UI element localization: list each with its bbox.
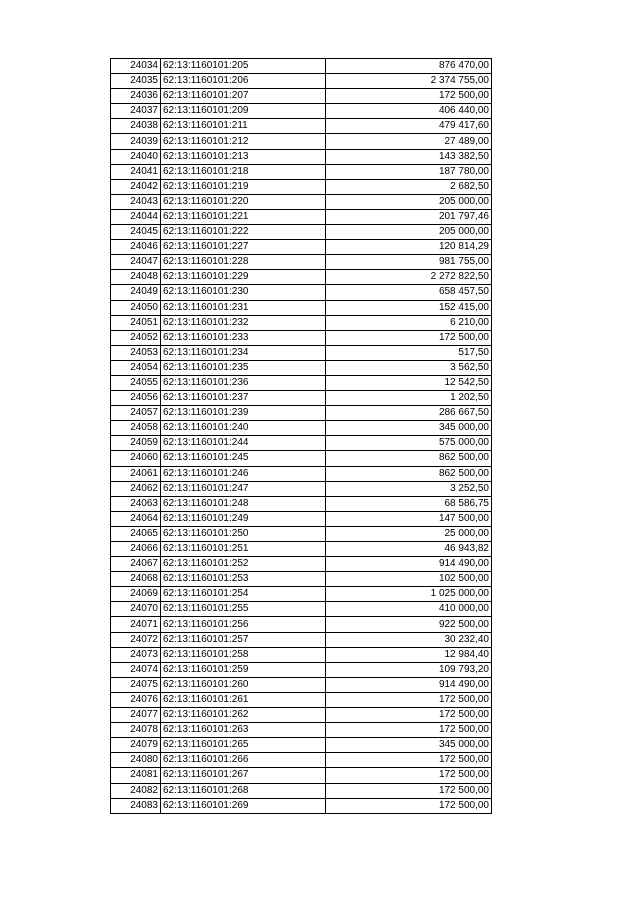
table-row [111,391,492,406]
cadastral-number-cell: 62:13:1160101:240 [161,421,326,436]
table-row [111,315,492,330]
amount-cell: 876 470,00 [326,59,492,74]
table-row [111,602,492,617]
table-row [111,179,492,194]
amount-cell: 205 000,00 [326,225,492,240]
cadastral-number-cell: 62:13:1160101:229 [161,270,326,285]
table-row [111,270,492,285]
table-row [111,59,492,74]
amount-cell: 2 682,50 [326,179,492,194]
row-number-cell: 24034 [111,59,161,74]
row-number-cell: 24077 [111,708,161,723]
row-number-cell: 24046 [111,240,161,255]
amount-cell: 575 000,00 [326,436,492,451]
cadastral-number-cell: 62:13:1160101:221 [161,209,326,224]
amount-cell: 172 500,00 [326,723,492,738]
table-row [111,225,492,240]
cadastral-number-cell: 62:13:1160101:263 [161,723,326,738]
cadastral-number-cell: 62:13:1160101:257 [161,632,326,647]
amount-cell: 286 667,50 [326,406,492,421]
table-row [111,617,492,632]
row-number-cell: 24051 [111,315,161,330]
row-number-cell: 24058 [111,421,161,436]
row-number-cell: 24066 [111,542,161,557]
cadastral-number-cell: 62:13:1160101:249 [161,511,326,526]
table-row [111,149,492,164]
row-number-cell: 24035 [111,74,161,89]
table-row [111,134,492,149]
row-number-cell: 24083 [111,798,161,813]
row-number-cell: 24054 [111,360,161,375]
row-number-cell: 24080 [111,753,161,768]
cadastral-number-cell: 62:13:1160101:245 [161,451,326,466]
cadastral-number-cell: 62:13:1160101:255 [161,602,326,617]
cadastral-number-cell: 62:13:1160101:248 [161,496,326,511]
row-number-cell: 24043 [111,194,161,209]
row-number-cell: 24049 [111,285,161,300]
table-row [111,708,492,723]
amount-cell: 914 490,00 [326,557,492,572]
table-row [111,511,492,526]
row-number-cell: 24079 [111,738,161,753]
amount-cell: 109 793,20 [326,662,492,677]
cadastral-number-cell: 62:13:1160101:230 [161,285,326,300]
cadastral-number-cell: 62:13:1160101:236 [161,375,326,390]
table-row [111,768,492,783]
row-number-cell: 24078 [111,723,161,738]
amount-cell: 147 500,00 [326,511,492,526]
table-row [111,662,492,677]
row-number-cell: 24059 [111,436,161,451]
amount-cell: 46 943,82 [326,542,492,557]
table-row [111,587,492,602]
cadastral-number-cell: 62:13:1160101:269 [161,798,326,813]
cadastral-number-cell: 62:13:1160101:209 [161,104,326,119]
row-number-cell: 24048 [111,270,161,285]
table-row [111,542,492,557]
table-row [111,375,492,390]
cadastral-number-cell: 62:13:1160101:211 [161,119,326,134]
amount-cell: 172 500,00 [326,753,492,768]
row-number-cell: 24036 [111,89,161,104]
row-number-cell: 24055 [111,375,161,390]
cadastral-number-cell: 62:13:1160101:256 [161,617,326,632]
cadastral-number-cell: 62:13:1160101:247 [161,481,326,496]
row-number-cell: 24074 [111,662,161,677]
row-number-cell: 24039 [111,134,161,149]
table-row [111,330,492,345]
cadastral-number-cell: 62:13:1160101:222 [161,225,326,240]
table-row [111,466,492,481]
table-row [111,526,492,541]
table-row [111,692,492,707]
cadastral-number-cell: 62:13:1160101:227 [161,240,326,255]
amount-cell: 30 232,40 [326,632,492,647]
amount-cell: 406 440,00 [326,104,492,119]
amount-cell: 205 000,00 [326,194,492,209]
amount-cell: 172 500,00 [326,708,492,723]
row-number-cell: 24053 [111,345,161,360]
row-number-cell: 24040 [111,149,161,164]
cadastral-number-cell: 62:13:1160101:252 [161,557,326,572]
table-row [111,557,492,572]
amount-cell: 1 202,50 [326,391,492,406]
amount-cell: 2 374 755,00 [326,74,492,89]
cadastral-number-cell: 62:13:1160101:261 [161,692,326,707]
amount-cell: 187 780,00 [326,164,492,179]
amount-cell: 172 500,00 [326,692,492,707]
table-row [111,647,492,662]
cadastral-number-cell: 62:13:1160101:220 [161,194,326,209]
cadastral-number-cell: 62:13:1160101:266 [161,753,326,768]
row-number-cell: 24057 [111,406,161,421]
table-row [111,632,492,647]
amount-cell: 3 562,50 [326,360,492,375]
cadastral-number-cell: 62:13:1160101:254 [161,587,326,602]
table-row [111,753,492,768]
table-row [111,481,492,496]
table-row [111,421,492,436]
cadastral-number-cell: 62:13:1160101:234 [161,345,326,360]
table-row [111,255,492,270]
amount-cell: 27 489,00 [326,134,492,149]
cadastral-number-cell: 62:13:1160101:205 [161,59,326,74]
cadastral-number-cell: 62:13:1160101:228 [161,255,326,270]
cadastral-number-cell: 62:13:1160101:235 [161,360,326,375]
table-row [111,572,492,587]
amount-cell: 3 252,50 [326,481,492,496]
cadastral-number-cell: 62:13:1160101:258 [161,647,326,662]
cadastral-number-cell: 62:13:1160101:239 [161,406,326,421]
table-row [111,677,492,692]
amount-cell: 143 382,50 [326,149,492,164]
cadastral-number-cell: 62:13:1160101:250 [161,526,326,541]
row-number-cell: 24060 [111,451,161,466]
cadastral-number-cell: 62:13:1160101:253 [161,572,326,587]
amount-cell: 410 000,00 [326,602,492,617]
amount-cell: 172 500,00 [326,330,492,345]
table-row [111,783,492,798]
amount-cell: 922 500,00 [326,617,492,632]
table-row [111,723,492,738]
table-row [111,738,492,753]
cadastral-number-cell: 62:13:1160101:268 [161,783,326,798]
row-number-cell: 24052 [111,330,161,345]
cadastral-number-cell: 62:13:1160101:244 [161,436,326,451]
row-number-cell: 24073 [111,647,161,662]
row-number-cell: 24062 [111,481,161,496]
cadastral-number-cell: 62:13:1160101:246 [161,466,326,481]
row-number-cell: 24050 [111,300,161,315]
table-row [111,74,492,89]
row-number-cell: 24081 [111,768,161,783]
amount-cell: 345 000,00 [326,421,492,436]
table-row [111,240,492,255]
row-number-cell: 24070 [111,602,161,617]
amount-cell: 68 586,75 [326,496,492,511]
table-row [111,164,492,179]
table-row [111,406,492,421]
row-number-cell: 24064 [111,511,161,526]
row-number-cell: 24069 [111,587,161,602]
table-row [111,300,492,315]
table-row [111,104,492,119]
amount-cell: 1 025 000,00 [326,587,492,602]
amount-cell: 2 272 822,50 [326,270,492,285]
cadastral-number-cell: 62:13:1160101:237 [161,391,326,406]
row-number-cell: 24076 [111,692,161,707]
row-number-cell: 24068 [111,572,161,587]
cadastral-number-cell: 62:13:1160101:233 [161,330,326,345]
amount-cell: 981 755,00 [326,255,492,270]
amount-cell: 517,50 [326,345,492,360]
cadastral-number-cell: 62:13:1160101:219 [161,179,326,194]
amount-cell: 658 457,50 [326,285,492,300]
amount-cell: 120 814,29 [326,240,492,255]
amount-cell: 479 417,60 [326,119,492,134]
row-number-cell: 24067 [111,557,161,572]
cadastral-number-cell: 62:13:1160101:265 [161,738,326,753]
cadastral-number-cell: 62:13:1160101:231 [161,300,326,315]
cadastral-number-cell: 62:13:1160101:207 [161,89,326,104]
amount-cell: 201 797,46 [326,209,492,224]
row-number-cell: 24037 [111,104,161,119]
table-row [111,345,492,360]
table-row [111,209,492,224]
amount-cell: 12 984,40 [326,647,492,662]
amount-cell: 862 500,00 [326,466,492,481]
amount-cell: 862 500,00 [326,451,492,466]
table-row [111,798,492,813]
amount-cell: 172 500,00 [326,798,492,813]
row-number-cell: 24045 [111,225,161,240]
row-number-cell: 24072 [111,632,161,647]
cadastral-number-cell: 62:13:1160101:260 [161,677,326,692]
cadastral-number-cell: 62:13:1160101:213 [161,149,326,164]
amount-cell: 345 000,00 [326,738,492,753]
cadastral-number-cell: 62:13:1160101:251 [161,542,326,557]
amount-cell: 6 210,00 [326,315,492,330]
row-number-cell: 24082 [111,783,161,798]
table-row [111,451,492,466]
amount-cell: 25 000,00 [326,526,492,541]
row-number-cell: 24061 [111,466,161,481]
row-number-cell: 24071 [111,617,161,632]
table-row [111,89,492,104]
cadastral-number-cell: 62:13:1160101:259 [161,662,326,677]
amount-cell: 152 415,00 [326,300,492,315]
row-number-cell: 24065 [111,526,161,541]
cadastral-number-cell: 62:13:1160101:206 [161,74,326,89]
amount-cell: 172 500,00 [326,768,492,783]
cadastral-table [110,58,492,814]
amount-cell: 914 490,00 [326,677,492,692]
cadastral-number-cell: 62:13:1160101:267 [161,768,326,783]
row-number-cell: 24038 [111,119,161,134]
amount-cell: 12 542,50 [326,375,492,390]
cadastral-number-cell: 62:13:1160101:232 [161,315,326,330]
table-body [111,59,492,814]
cadastral-number-cell: 62:13:1160101:218 [161,164,326,179]
table-row [111,360,492,375]
table-row [111,496,492,511]
table-row [111,119,492,134]
table-row [111,194,492,209]
table-row [111,285,492,300]
row-number-cell: 24042 [111,179,161,194]
amount-cell: 102 500,00 [326,572,492,587]
cadastral-number-cell: 62:13:1160101:262 [161,708,326,723]
row-number-cell: 24056 [111,391,161,406]
amount-cell: 172 500,00 [326,783,492,798]
row-number-cell: 24044 [111,209,161,224]
cadastral-number-cell: 62:13:1160101:212 [161,134,326,149]
row-number-cell: 24047 [111,255,161,270]
row-number-cell: 24075 [111,677,161,692]
row-number-cell: 24063 [111,496,161,511]
row-number-cell: 24041 [111,164,161,179]
table-row [111,436,492,451]
amount-cell: 172 500,00 [326,89,492,104]
